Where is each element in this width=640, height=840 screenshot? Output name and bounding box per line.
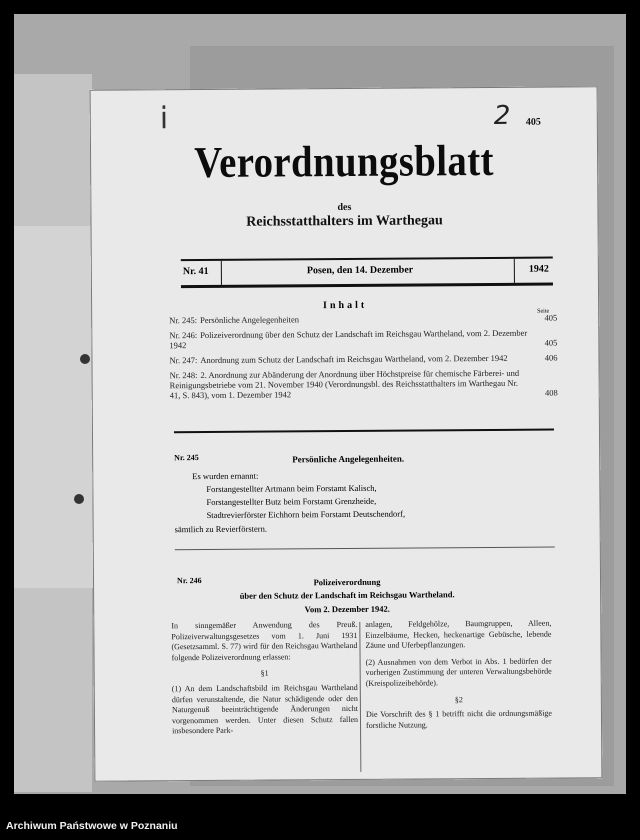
- issuer-line: Reichsstatthalters im Warthegau: [246, 213, 443, 230]
- place-date: Posen, den 14. Dezember: [306, 264, 414, 277]
- toc-item-number: Nr. 245:: [169, 315, 198, 326]
- contents-heading: Inhalt: [323, 299, 368, 312]
- section-divider: [174, 429, 554, 434]
- toc-item-page: 405: [544, 337, 558, 348]
- toc-item-text: Anordnung zum Schutz der Landschaft im Reichsgau Wartheland, vom 2. Dezember 1942: [200, 352, 508, 366]
- contents-page-label: Seite: [537, 308, 550, 315]
- toc-item-page: 408: [544, 387, 558, 398]
- page-title: Verordnungsblatt: [194, 135, 495, 188]
- section-date: Vom 2. Dezember 1942.: [304, 603, 390, 615]
- toc-item-text: 2. Anordnung zur Abänderung der Anordnung über Höchstpreise für chemische Färberei- und Reinigungsbetriebe vom 21. November 1940 (Verordnungsbl. des Reichsstatthalters im Warthegau Nr. 41, S. 843), vom 1. Dezember 1942: [169, 367, 520, 401]
- toc-item: [169, 313, 557, 326]
- section-subtitle: über den Schutz der Landschaft im Reichsgau Wartheland.: [239, 589, 455, 601]
- archive-caption: Archiwum Państwowe w Poznaniu: [6, 820, 178, 832]
- text-column-right: [365, 619, 552, 738]
- handwritten-mark: i: [159, 101, 169, 137]
- section-number: Nr. 246: [176, 576, 202, 586]
- section-title: Persönliche Angelegenheiten.: [292, 453, 405, 465]
- section-title: Polizeiverordnung: [313, 576, 381, 588]
- toc-item-text: Polizeiverordnung über den Schutz der Landschaft im Reichsgau Wartheland, vom 2. Dezember 1942: [169, 327, 528, 351]
- toc-item-number: Nr. 247:: [169, 355, 198, 366]
- toc-item: [169, 328, 557, 351]
- punch-hole: [80, 354, 90, 364]
- column-divider: [359, 622, 361, 772]
- toc-item: [169, 353, 557, 366]
- paragraph-heading: §1: [260, 668, 269, 678]
- document-page: [90, 86, 603, 782]
- appointment-entry: Stadtrevierförster Eichhorn beim Forstamt Deutschendorf,: [206, 508, 406, 520]
- toc-item: [170, 368, 558, 401]
- section-closing: sämtlich zu Revierförstern.: [174, 523, 267, 535]
- masthead-divider: [221, 261, 222, 285]
- scan-frame: [14, 14, 626, 794]
- section-divider: [175, 547, 555, 551]
- punch-hole: [74, 494, 84, 504]
- paragraph-heading: §2: [454, 694, 463, 704]
- paragraph: anlagen, Feldgehölze, Baumgruppen, Alleen, Einzelbäume, Hecken, heckenartige Gebüsche, lebende Zäune und Uferbepflanzungen.: [365, 618, 552, 651]
- toc-item-page: 406: [544, 352, 558, 363]
- section-intro: Es wurden ernannt:: [192, 470, 259, 482]
- paragraph: Die Vorschrift des § 1 betrifft nicht die ordnungsmäßige forstliche Nutzung.: [365, 708, 552, 730]
- page-number: 405: [525, 116, 541, 128]
- paragraph: In sinngemäßer Anwendung des Preuß. Polizeiverwaltungsgesetzes vom 1. Juni 1931 (Gesetzsamml. S. 77) wird für den Reichsgau Wartheland folgende Polizeiverordnung erlassen:: [171, 619, 358, 663]
- toc-item-page: 405: [544, 312, 558, 323]
- toc-item-number: Nr. 246:: [169, 330, 198, 341]
- section-number: Nr. 245: [174, 453, 199, 463]
- appointment-entry: Forstangestellter Artmann beim Forstamt Kalisch,: [206, 482, 377, 494]
- issue-number: Nr. 41: [182, 265, 209, 278]
- title-connector: des: [337, 201, 352, 214]
- appointment-entry: Forstangestellter Butz beim Forstamt Grenzheide,: [206, 495, 377, 507]
- masthead-divider: [514, 259, 515, 283]
- issue-year: 1942: [528, 263, 549, 275]
- text-column-left: [171, 620, 358, 743]
- table-of-contents: [169, 313, 558, 406]
- toc-item-number: Nr. 248:: [169, 370, 198, 381]
- masthead-bar: [181, 257, 553, 289]
- handwritten-number: 2: [493, 100, 511, 131]
- paragraph: (1) An dem Landschaftsbild im Reichsgau Wartheland dürfen verunstaltende, die Natur schädigende oder den Naturgenuß beeinträchtigende Änderungen nicht vorgenommen werden. Unter diesen Schutz fallen insbesondere Park-: [171, 682, 359, 736]
- toc-item-text: Persönliche Angelegenheiten: [200, 314, 300, 326]
- paragraph: (2) Ausnahmen von dem Verbot in Abs. 1 bedürfen der vorherigen Zustimmung der unteren Verwaltungsbehörde (Kreispolizeibehörde).: [365, 656, 552, 688]
